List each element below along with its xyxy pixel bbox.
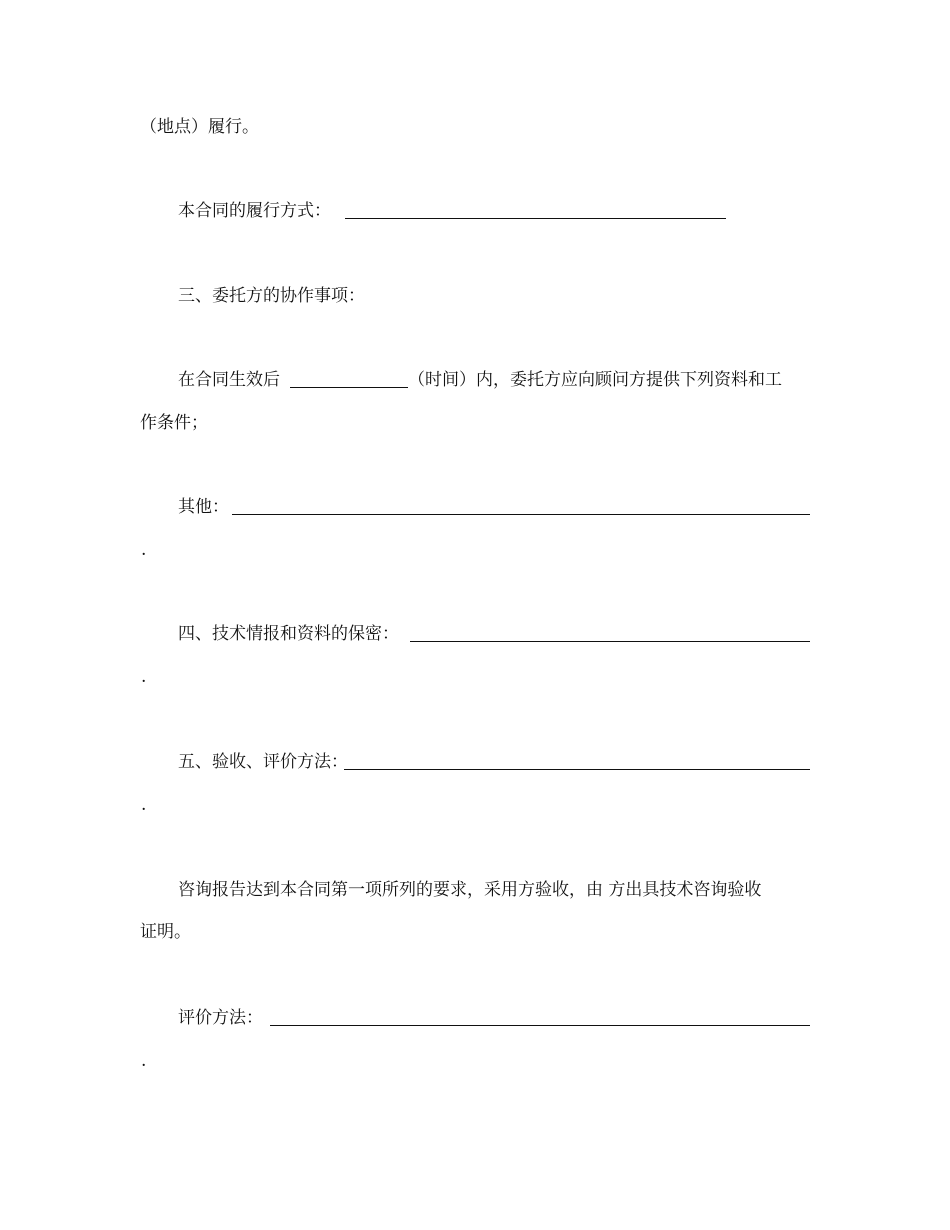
period-mark: . — [141, 1051, 147, 1071]
text-cooperation-part3: 作条件； — [140, 413, 208, 433]
text-report-acceptance: 咨询报告达到本合同第一项所列的要求，采用方验收，由 方出具技术咨询验收 — [178, 880, 762, 900]
blank-acceptance-method[interactable] — [344, 769, 810, 770]
blank-confidentiality[interactable] — [410, 641, 810, 642]
period-mark: . — [141, 540, 147, 560]
text-fulfillment-method-label: 本合同的履行方式： — [178, 201, 331, 221]
period-mark: . — [141, 795, 147, 815]
section-four-heading: 四、技术情报和资料的保密： — [178, 624, 399, 644]
blank-fulfillment-method[interactable] — [345, 218, 726, 219]
blank-time[interactable] — [290, 387, 408, 388]
text-cooperation-part1: 在合同生效后 — [178, 370, 280, 390]
section-five-heading: 五、验收、评价方法： — [178, 752, 348, 772]
blank-other[interactable] — [232, 514, 810, 515]
period-mark: . — [141, 667, 147, 687]
blank-evaluation-method[interactable] — [270, 1025, 810, 1026]
text-location-fulfill: （地点）履行。 — [140, 117, 259, 137]
text-report-certificate: 证明。 — [140, 922, 191, 942]
text-other-label: 其他： — [178, 497, 229, 517]
text-evaluation-label: 评价方法： — [178, 1008, 263, 1028]
text-cooperation-part2: （时间）内，委托方应向顾问方提供下列资料和工 — [408, 370, 782, 390]
section-three-heading: 三、委托方的协作事项： — [178, 286, 365, 306]
